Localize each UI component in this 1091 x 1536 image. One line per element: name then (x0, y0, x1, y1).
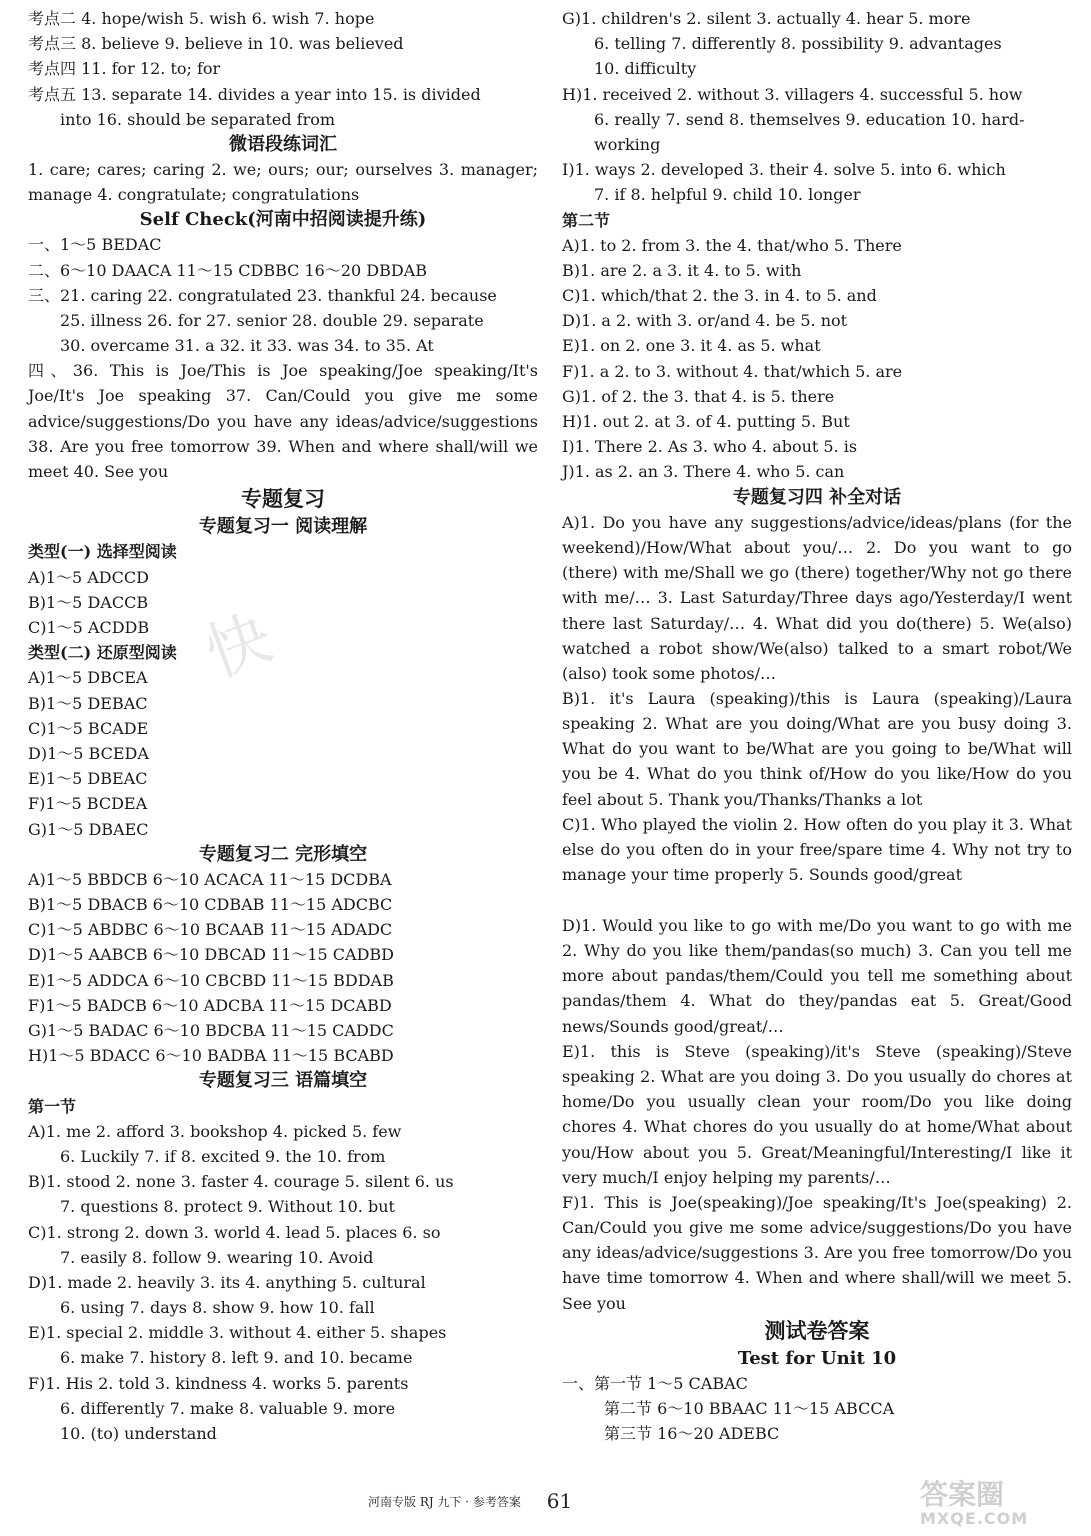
answer-line: C)1～5 ACDDB (28, 618, 150, 637)
answer-line: F)1. a 2. to 3. without 4. that/which 5. are (562, 361, 903, 381)
answer-line: A)1. me 2. afford 3. bookshop 4. picked 5. few (28, 1121, 402, 1141)
answer-line: E)1～5 DBEAC (28, 769, 148, 789)
answer-line: B)1～5 DEBAC (28, 693, 148, 713)
answer-line: 7. easily 8. follow 9. wearing 10. Avoid (60, 1247, 374, 1267)
section-heading: 专题复习一 阅读理解 (198, 516, 368, 538)
page-number: 61 (546, 1489, 573, 1513)
answer-line: 25. illness 26. for 27. senior 28. double 29. separate (60, 310, 484, 330)
answer-line: F)1～5 BADCB 6～10 ADCBA 11～15 DCABD (28, 995, 392, 1015)
answer-line: D)1. made 2. heavily 3. its 4. anything 5. cultural (28, 1272, 426, 1292)
answer-line: 30. overcame 31. a 32. it 33. was 34. to 35. At (60, 336, 434, 356)
answer-line: C)1. which/that 2. the 3. in 4. to 5. and (562, 286, 877, 306)
answer-line: G)1～5 BADAC 6～10 BDCBA 11～15 CADDC (28, 1021, 394, 1040)
watermark-logo-text: 答案圈 (920, 1478, 1005, 1511)
answer-line: B)1～5 DACCB (28, 592, 149, 612)
subsection-heading: 类型(二) 还原型阅读 (28, 643, 177, 663)
answer-paragraph: B)1. it's Laura (speaking)/this is Laura (speaking)/Laura speaking 2. What are you doing/What are you busy doing 3. What do you want to be/What are you going to be/What will you be 4. What do you think of/How do you like/How do you feel about 5. Thank you/Thanks/Thanks a lot (562, 688, 1072, 809)
answer-paragraph: F)1. This is Joe(speaking)/Joe speaking/It's Joe(speaking) 2. Can/Could you give me some advice/suggestions/Do you have any ideas/advice/suggestions 3. Are you free tomorrow/Do you have time tomorrow 4. When and where shall/will we meet 5. See you (562, 1192, 1072, 1313)
answer-line: 考点三 8. believe 9. believe in 10. was believed (28, 34, 404, 54)
answer-line: 第二节 6～10 BBAAC 11～15 ABCCA (604, 1399, 895, 1419)
answer-line: 6. using 7. days 8. show 9. how 10. fall (60, 1298, 375, 1318)
subsection-heading: 类型(一) 选择型阅读 (28, 542, 177, 562)
answer-line: A)1. to 2. from 3. the 4. that/who 5. There (562, 235, 902, 255)
answer-line: 6. really 7. send 8. themselves 9. education 10. hard- (594, 109, 1025, 129)
answer-paragraph: 1. care; cares; caring 2. we; ours; our; ourselves 3. manager; manage 4. congratulate; congratulations (28, 160, 538, 205)
answer-line: 二、6～10 DAACA 11～15 CDBBC 16～20 DBDAB (28, 260, 427, 280)
page-footer (368, 1486, 728, 1516)
answer-line: 10. difficulty (594, 59, 697, 79)
answer-line: 10. (to) understand (60, 1424, 217, 1443)
section-heading: 专题复习二 完形填空 (198, 843, 368, 865)
answer-line: F)1. His 2. told 3. kindness 4. works 5. parents (28, 1373, 409, 1393)
answer-line: H)1. received 2. without 3. villagers 4. successful 5. how (562, 84, 1023, 104)
section-heading: 测试卷答案 (764, 1317, 870, 1343)
section-heading: 专题复习四 补全对话 (732, 486, 902, 508)
answer-line: 考点五 13. separate 14. divides a year into 15. is divided (28, 84, 481, 104)
answer-line: D)1. a 2. with 3. or/and 4. be 5. not (562, 311, 848, 331)
answer-line: 6. differently 7. make 8. valuable 9. more (60, 1398, 396, 1418)
answer-line: I)1. ways 2. developed 3. their 4. solve 5. into 6. which (562, 160, 1006, 180)
site-watermark (920, 1480, 1080, 1532)
answer-line: working (594, 134, 661, 154)
footer-label: 河南专版 RJ 九下 · 参考答案 (368, 1495, 521, 1509)
answer-line: E)1. special 2. middle 3. without 4. either 5. shapes (28, 1323, 447, 1343)
answer-line: E)1～5 ADDCA 6～10 CBCBD 11～15 BDDAB (28, 970, 394, 990)
answer-paragraph: C)1. Who played the violin 2. How often do you play it 3. What else do you often do in your free/spare time 4. Why not try to manage your time properly 5. Sounds good/great (562, 814, 1072, 885)
answer-line: G)1～5 DBAEC (28, 819, 149, 839)
answer-paragraph: D)1. Would you like to go with me/Do you want to go with me 2. Why do you like them/pandas(so much) 3. Can you tell me more about pandas/them/Could you tell me something about pandas/them 4. What do they/pandas eat 5. Great/Good news/Sounds good/great/… (562, 915, 1072, 1036)
section-heading: 专题复习三 语篇填空 (198, 1070, 368, 1092)
subsection-heading: 第一节 (28, 1096, 77, 1116)
answer-line: I)1. There 2. As 3. who 4. about 5. is (562, 437, 858, 457)
background-watermark: 快 (196, 600, 282, 693)
section-heading: Test for Unit 10 (737, 1347, 897, 1369)
answer-line: B)1. stood 2. none 3. faster 4. courage 5. silent 6. us (28, 1172, 454, 1192)
answer-line: G)1. children's 2. silent 3. actually 4. hear 5. more (562, 9, 971, 28)
answer-line: J)1. as 2. an 3. There 4. who 5. can (562, 462, 845, 482)
answer-line: H)1. out 2. at 3. of 4. putting 5. But (562, 412, 850, 431)
answer-line: A)1～5 ADCCD (28, 567, 149, 587)
answer-line: A)1～5 DBCEA (28, 668, 148, 688)
answer-line: D)1～5 AABCB 6～10 DBCAD 11～15 CADBD (28, 945, 395, 965)
answer-line: 第三节 16～20 ADEBC (604, 1424, 780, 1444)
answer-line: C)1～5 BCADE (28, 718, 149, 738)
watermark-url: MXQE.COM (920, 1509, 1029, 1528)
answer-line: D)1～5 BCEDA (28, 743, 149, 763)
answer-line: 7. if 8. helpful 9. child 10. longer (594, 185, 861, 205)
right-column (562, 6, 1072, 1447)
answer-line: 6. telling 7. differently 8. possibility 9. advantages (594, 34, 1002, 54)
answer-line: F)1～5 BCDEA (28, 794, 148, 814)
answer-line: 6. Luckily 7. if 8. excited 9. the 10. from (60, 1146, 386, 1166)
answer-line: E)1. on 2. one 3. it 4. as 5. what (562, 336, 821, 356)
answer-line: A)1～5 BBDCB 6～10 ACACA 11～15 DCDBA (28, 869, 392, 889)
answer-line: B)1～5 DBACB 6～10 CDBAB 11～15 ADCBC (28, 895, 393, 915)
subsection-heading: 第二节 (562, 210, 611, 230)
answer-line: 7. questions 8. protect 9. Without 10. but (60, 1197, 395, 1217)
left-column (28, 6, 538, 1446)
answer-line: 考点四 11. for 12. to; for (28, 59, 221, 79)
answer-paragraph: E)1. this is Steve (speaking)/it's Steve (speaking)/Steve speaking 2. What are you doing 3. Do you usually do chores at home/Do you usually clean your room/Do you like doing chores 4. What chores do you usually do at home/What about you/How about you 5. Great/Meaningful/Interesting/I like it very much/I enjoy helping my parents/… (562, 1041, 1072, 1187)
answer-line: H)1～5 BDACC 6～10 BADBA 11～15 BCABD (28, 1046, 394, 1066)
section-heading: Self Check(河南中招阅读提升练) (139, 209, 427, 231)
answer-paragraph: A)1. Do you have any suggestions/advice/ideas/plans (for the weekend)/How/What about you/… 2. Do you want to go (there) with me/Shall we go (there) together/Why not go there with me/… 3. Last Saturday/Three days ago/Yesterday/I went there last Saturday/… 4. What did you do(there) 5. We(also) watched a robot show/We(also) talked to a smart robot/We (also) took some photos/… (562, 512, 1072, 683)
answer-line: 一、1～5 BEDAC (28, 235, 162, 255)
section-heading: 微语段练词汇 (229, 133, 337, 155)
answer-line: C)1～5 ABDBC 6～10 BCAAB 11～15 ADADC (28, 920, 393, 940)
answer-line: into 16. should be separated from (60, 109, 336, 129)
section-heading: 专题复习 (241, 486, 325, 512)
answer-line: B)1. are 2. a 3. it 4. to 5. with (562, 260, 802, 280)
answer-line: 6. make 7. history 8. left 9. and 10. became (60, 1348, 413, 1368)
answer-line: 三、21. caring 22. congratulated 23. thankful 24. because (28, 285, 497, 305)
answer-line: G)1. of 2. the 3. that 4. is 5. there (562, 386, 835, 406)
answer-paragraph: 四、36. This is Joe/This is Joe speaking/Joe speaking/It's Joe/It's Joe speaking 37. Can/Could you give me some advice/suggestions/Do you have any ideas/advice/suggestions 38. Are you free tomorrow 39. When and where shall/will we meet 40. See you (28, 361, 538, 482)
answer-line: C)1. strong 2. down 3. world 4. lead 5. places 6. so (28, 1222, 441, 1242)
answer-line: 考点二 4. hope/wish 5. wish 6. wish 7. hope (28, 9, 375, 28)
answer-line: 一、第一节 1～5 CABAC (562, 1373, 748, 1393)
